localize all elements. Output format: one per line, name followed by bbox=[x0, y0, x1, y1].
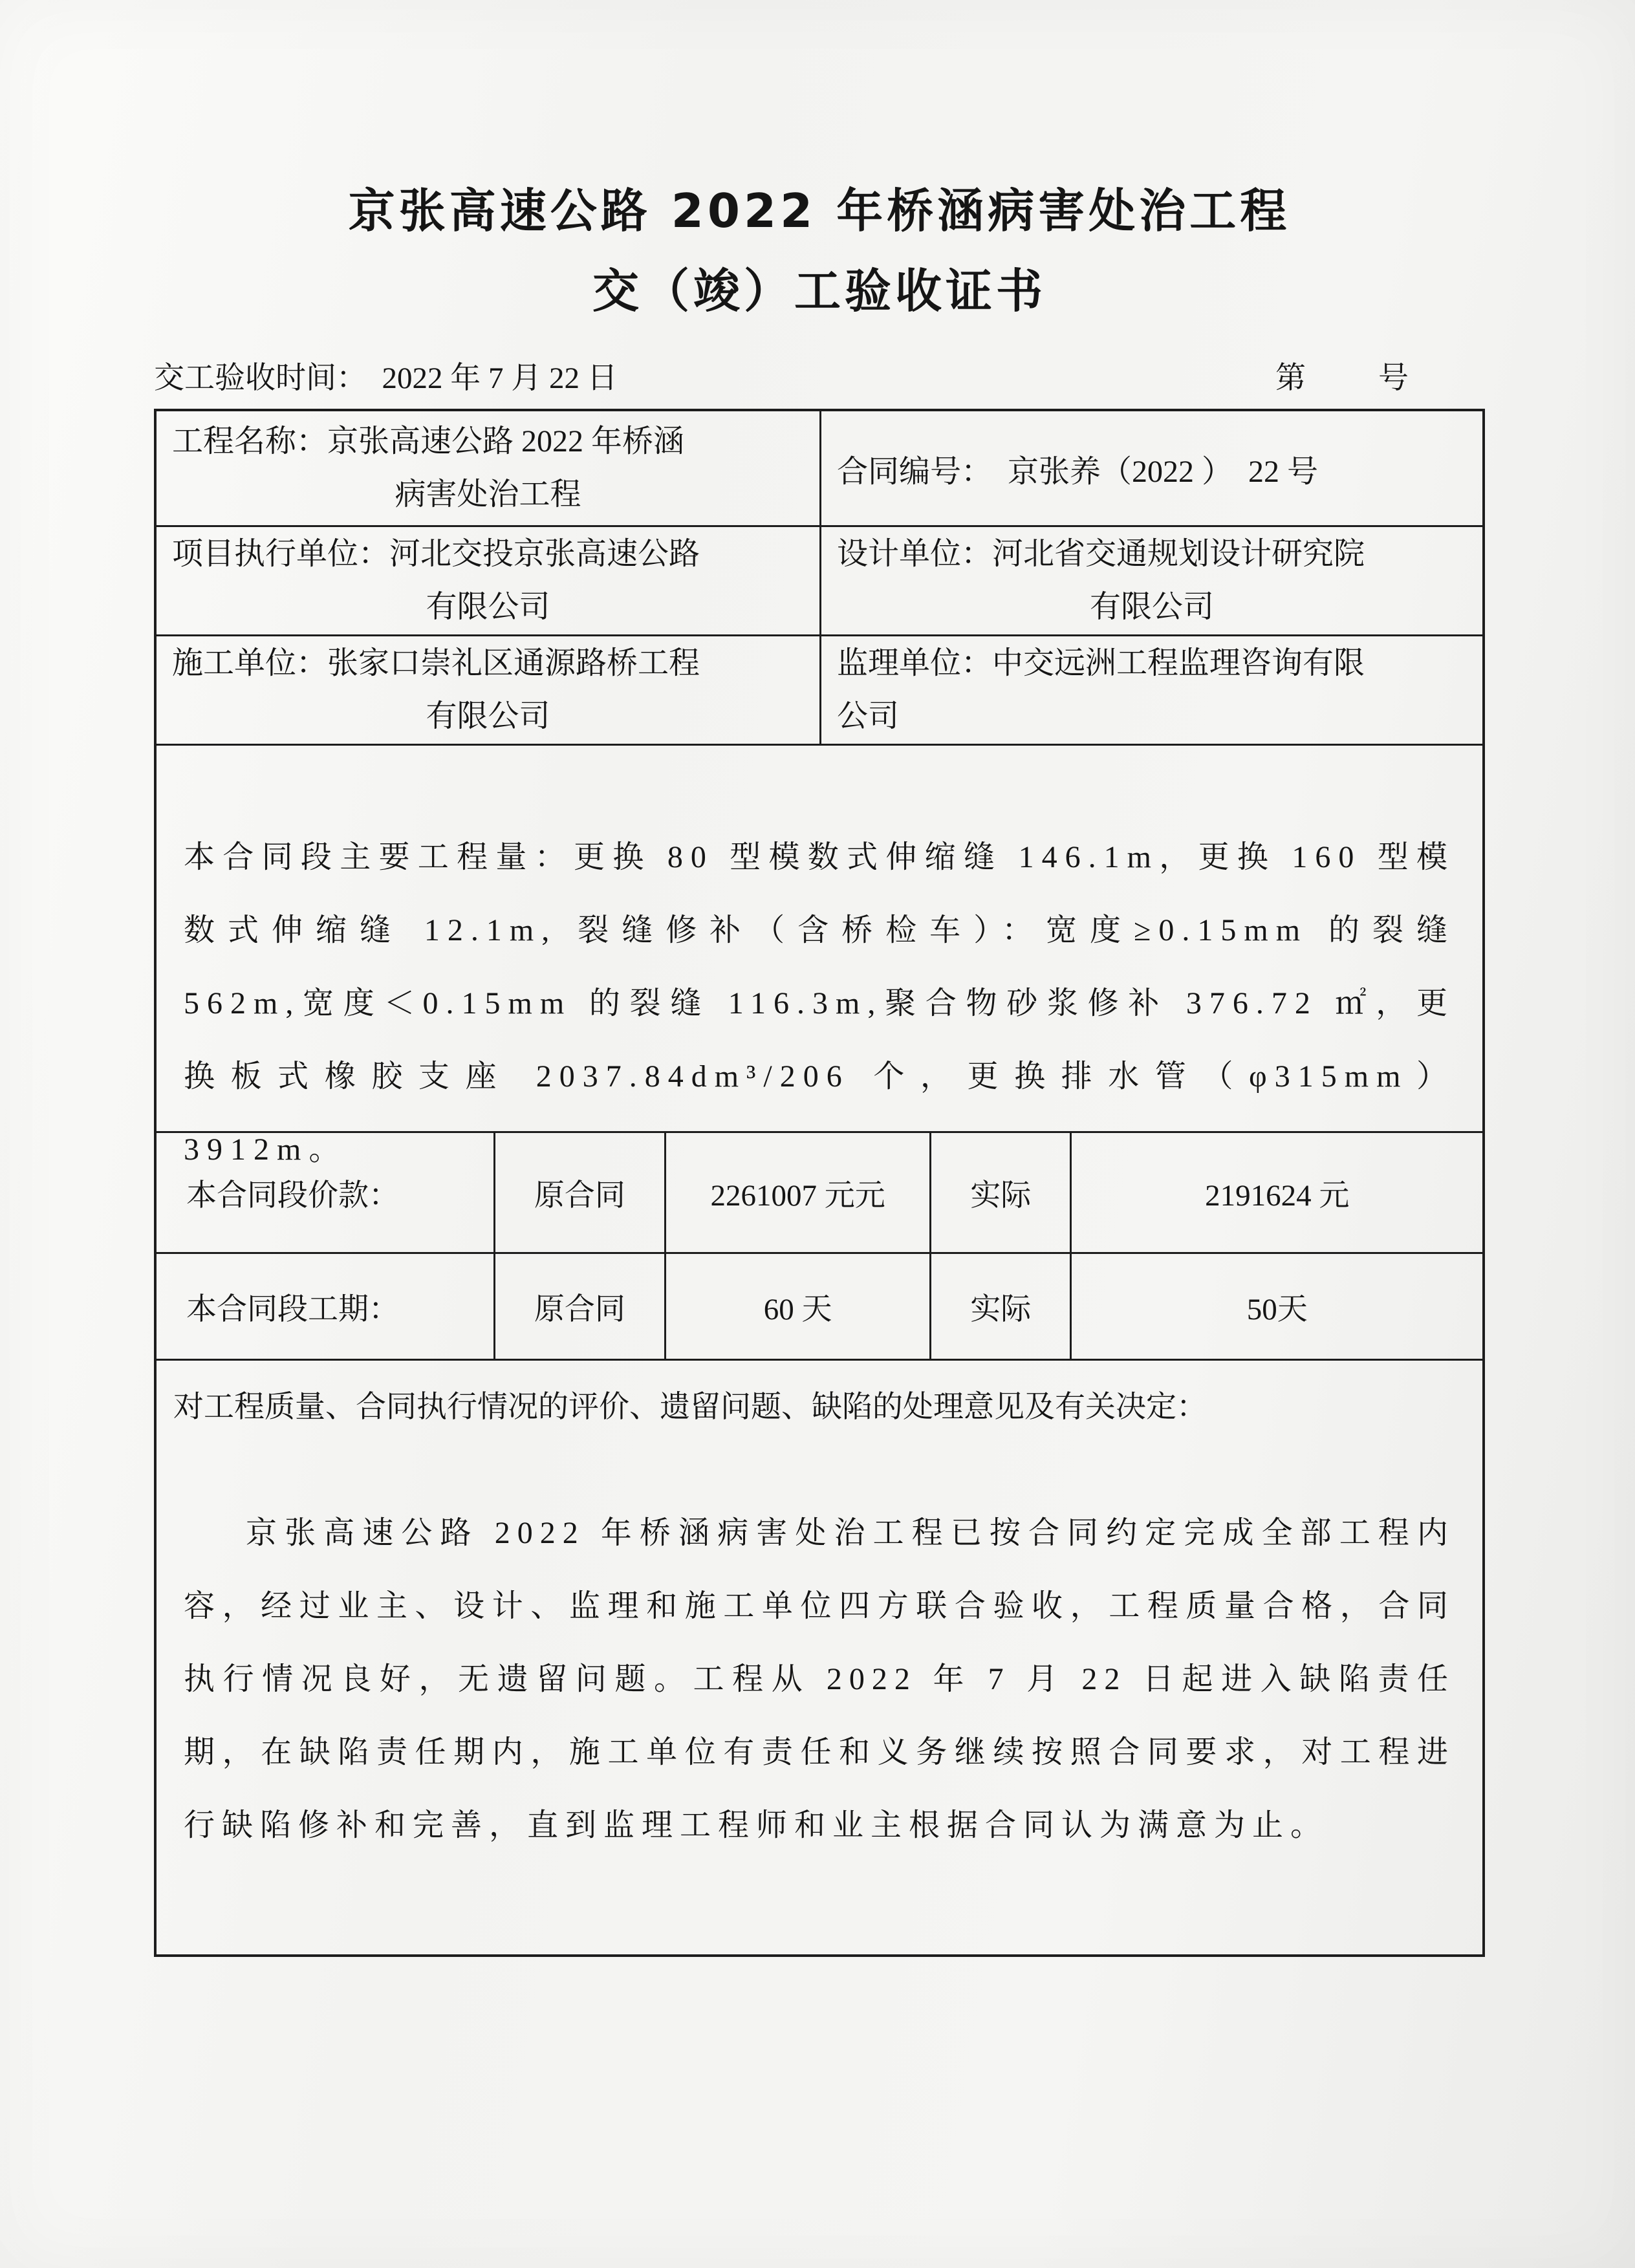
cell-design-unit bbox=[819, 527, 1482, 634]
price-original-label: 原合同 bbox=[493, 1133, 664, 1252]
number-suffix: 号 bbox=[1378, 362, 1409, 395]
cell-executing-unit bbox=[157, 527, 819, 634]
price-actual-label: 实际 bbox=[929, 1133, 1070, 1252]
certificate-table bbox=[154, 409, 1485, 1957]
evaluation-heading: 对工程质量、合同执行情况的评价、遗留问题、缺陷的处理意见及有关决定： bbox=[173, 1390, 1207, 1424]
contract-number-text: 合同编号： 京张养（2022 ） 22 号 bbox=[837, 454, 1319, 489]
row-construction-supervision bbox=[157, 634, 1482, 744]
price-label: 本合同段价款： bbox=[186, 1178, 399, 1213]
supervision-unit-line1: 监理单位：中交远洲工程监理咨询有限 bbox=[837, 646, 1365, 680]
executing-unit-line1: 项目执行单位：河北交投京张高速公路 bbox=[172, 537, 700, 571]
executing-unit-line2: 有限公司 bbox=[426, 590, 550, 624]
construction-unit-line1: 施工单位：张家口崇礼区通源路桥工程 bbox=[172, 646, 700, 680]
duration-label: 本合同段工期： bbox=[186, 1292, 399, 1326]
project-name-line2: 病害处治工程 bbox=[395, 477, 581, 512]
cell-contract-number bbox=[819, 411, 1482, 525]
acceptance-time: 交工验收时间： 2022 年 7 月 22 日 bbox=[154, 362, 618, 395]
cell-evaluation bbox=[157, 1361, 1482, 1954]
project-name-line1: 工程名称：京张高速公路 2022 年桥涵 bbox=[172, 424, 685, 459]
cell-supervision-unit bbox=[819, 636, 1482, 744]
title-line-1: 京张高速公路 2022 年桥涵病害处治工程 bbox=[348, 184, 1291, 238]
row-main-quantities bbox=[157, 744, 1482, 1167]
number-prefix: 第 bbox=[1275, 362, 1306, 395]
design-unit-line2: 有限公司 bbox=[1089, 590, 1214, 624]
row-project-contract bbox=[157, 411, 1482, 525]
duration-actual-value: 50天 bbox=[1070, 1254, 1482, 1359]
cell-main-quantities bbox=[157, 746, 1482, 1167]
quantities-paragraph: 本合同段主要工程量：更换 80 型模数式伸缩缝 146.1m，更换 160 型模数式伸缩缝 12.1m, 裂缝修补（含桥检车）：宽度≥0.15mm 的裂缝 562m,宽度＜0.15mm 的裂缝 116.3m,聚合物砂浆修补 376.72 ㎡，更换板式橡胶支座 2037.84dm³/206 个，更换排水管（φ315mm）3912m。 bbox=[184, 840, 1455, 1167]
row-executing-design bbox=[157, 525, 1482, 634]
title-line-2: 交（竣）工验收证书 bbox=[592, 264, 1046, 318]
document-number bbox=[1275, 358, 1409, 398]
construction-unit-line2: 有限公司 bbox=[426, 699, 550, 733]
price-original-value: 2261007 元元 bbox=[664, 1133, 929, 1252]
row-contract-duration bbox=[157, 1252, 1482, 1359]
document-title bbox=[154, 154, 1485, 331]
evaluation-paragraph: 京张高速公路 2022 年桥涵病害处治工程已按合同约定完成全部工程内容，经过业主、设计、监理和施工单位四方联合验收，工程质量合格，合同执行情况良好，无遗留问题。工程从 2022 年 7 月 22 日起进入缺陷责任期，在缺陷责任期内，施工单位有责任和义务继续按照合同要求，对工程进行缺陷修补和完善，直到监理工程师和业主根据合同认为满意为止。 bbox=[184, 1516, 1455, 1842]
price-actual-value: 2191624 元 bbox=[1070, 1133, 1482, 1252]
duration-original-label: 原合同 bbox=[493, 1254, 664, 1359]
duration-actual-label: 实际 bbox=[929, 1254, 1070, 1359]
design-unit-line1: 设计单位：河北省交通规划设计研究院 bbox=[837, 537, 1365, 571]
acceptance-info-line bbox=[154, 358, 1485, 398]
cell-project-name bbox=[157, 411, 819, 525]
duration-original-value: 60 天 bbox=[664, 1254, 929, 1359]
row-contract-price bbox=[157, 1131, 1482, 1252]
cell-construction-unit bbox=[157, 636, 819, 744]
document-content bbox=[154, 154, 1485, 1957]
supervision-unit-line2: 公司 bbox=[837, 699, 900, 733]
row-evaluation bbox=[157, 1359, 1482, 1954]
